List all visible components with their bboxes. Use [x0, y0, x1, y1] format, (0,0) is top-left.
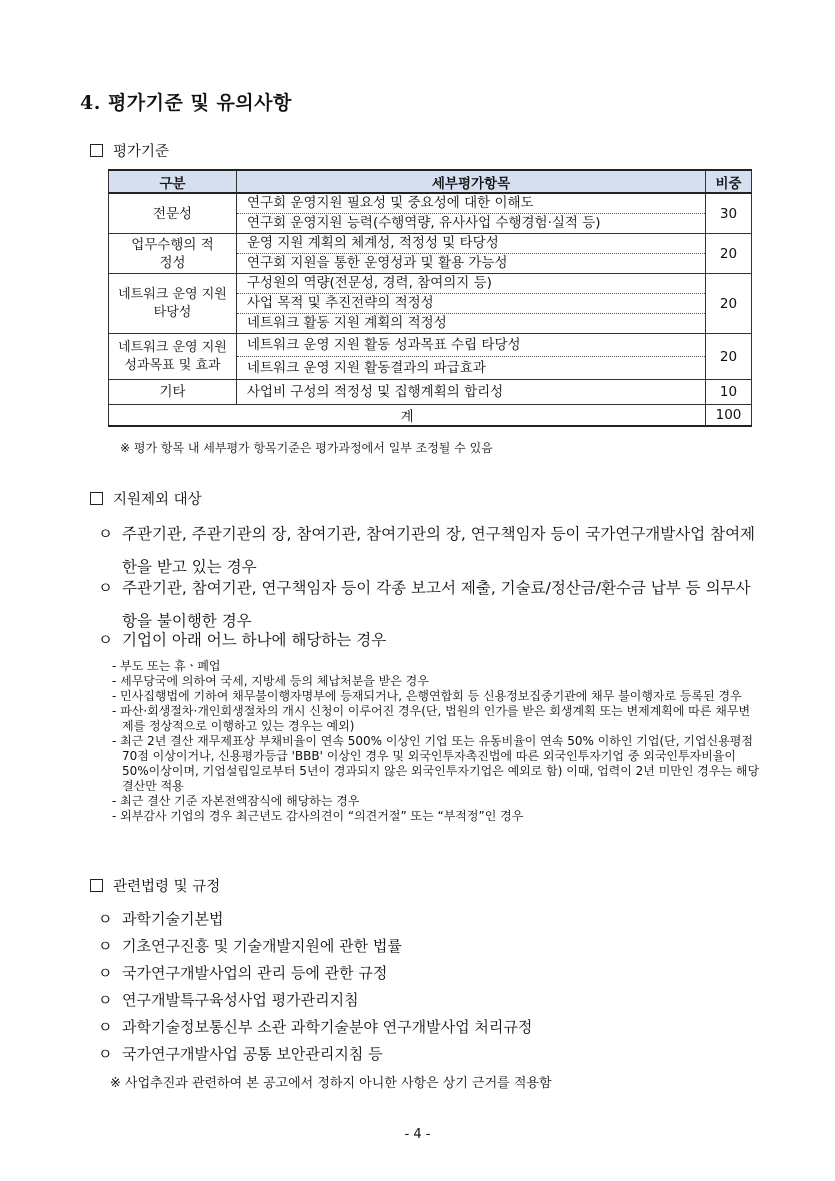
- row-category: [109, 274, 237, 334]
- exclusion-text: 주관기관, 주관기관의 장, 참여기관, 참여기관의 장, 연구책임자 등이 국가연구개발사업 참여제한을 받고 있는 경우: [122, 525, 756, 576]
- row-weight: 30: [706, 193, 752, 234]
- company-condition-list: [112, 659, 760, 824]
- law-text: 과학기술기본법: [122, 910, 224, 928]
- row-category-text: 업무수행의 적정성: [131, 236, 214, 271]
- law-text: 기초연구진흥 및 기술개발지원에 관한 법률: [122, 937, 402, 955]
- row-category: 전문성: [109, 193, 237, 234]
- table-row: [109, 380, 752, 405]
- law-item: [98, 962, 387, 983]
- row-category: [109, 234, 237, 274]
- law-item: [98, 989, 359, 1010]
- law-item: [98, 908, 223, 929]
- subsection-criteria: [90, 140, 169, 161]
- table-row: [109, 234, 752, 274]
- exclusion-text: 기업이 아래 어느 하나에 해당하는 경우: [122, 631, 387, 649]
- page-number: - 4 -: [404, 1127, 431, 1142]
- section-heading: 4. 평가기준 및 유의사항: [80, 92, 292, 114]
- total-label: 계: [109, 405, 706, 427]
- law-text: 연구개발특구육성사업 평가관리지침: [122, 991, 359, 1009]
- checkbox-square-icon: [90, 144, 103, 157]
- condition-item: - 민사집행법에 기하여 채무불이행자명부에 등재되거나, 은행연합회 등 신용정보집중기관에 채무 불이행자로 등록된 경우: [112, 689, 742, 703]
- law-item: [98, 1016, 532, 1037]
- table-header-row: [109, 170, 752, 193]
- condition-item: - 부도 또는 휴ㆍ폐업: [112, 659, 221, 673]
- row-item: 운영 지원 계획의 체계성, 적정성 및 타당성: [237, 234, 705, 254]
- evaluation-table: [108, 169, 752, 427]
- condition-item: - 세무당국에 의하여 국세, 지방세 등의 체납처분을 받은 경우: [112, 674, 429, 688]
- row-category-text: 네트워크 운영 지원 타당성: [118, 286, 227, 320]
- circle-bullet-icon: ㅇ: [98, 964, 113, 982]
- exclusion-text: 주관기관, 참여기관, 연구책임자 등이 각종 보고서 제출, 기술료/정산금/환수금 납부 등 의무사항을 불이행한 경우: [122, 579, 751, 630]
- row-item: 네트워크 운영 지원 활동 성과목표 수립 타당성: [237, 334, 705, 357]
- table-row: [109, 334, 752, 380]
- row-item: 연구회 운영지원 능력(수행역량, 유사사업 수행경험·실적 등): [247, 215, 601, 231]
- circle-bullet-icon: ㅇ: [98, 910, 113, 928]
- condition-item: - 외부감사 기업의 경우 최근년도 감사의견이 “의견거절” 또는 “부적정”인 경우: [112, 809, 524, 823]
- subsection-laws: [90, 875, 220, 896]
- laws-note: ※ 사업추진과 관련하여 본 공고에서 정하지 아니한 사항은 상기 근거를 적용함: [110, 1076, 552, 1091]
- law-item: [98, 935, 402, 956]
- row-item: 연구회 운영지원 필요성 및 중요성에 대한 이해도: [237, 194, 705, 214]
- header-items: 세부평가항목: [237, 170, 706, 193]
- subsection-title: 관련법령 및 규정: [113, 879, 221, 895]
- row-item: 사업 목적 및 추진전략의 적정성: [237, 294, 705, 314]
- law-text: 과학기술정보통신부 소관 과학기술분야 연구개발사업 처리규정: [122, 1018, 533, 1036]
- circle-bullet-icon: ㅇ: [98, 1018, 113, 1036]
- law-item: [98, 1043, 383, 1064]
- table-note: ※ 평가 항목 내 세부평가 항목기준은 평가과정에서 일부 조정될 수 있음: [120, 441, 493, 455]
- circle-bullet-icon: ㅇ: [98, 937, 113, 955]
- row-item: 연구회 지원을 통한 운영성과 및 활용 가능성: [247, 255, 508, 271]
- row-item: 사업비 구성의 적정성 및 집행계획의 합리성: [247, 384, 504, 400]
- circle-bullet-icon: ㅇ: [98, 991, 113, 1009]
- circle-bullet-icon: ㅇ: [98, 1045, 113, 1063]
- row-weight: 20: [706, 234, 752, 274]
- checkbox-square-icon: [90, 492, 103, 505]
- law-text: 국가연구개발사업의 관리 등에 관한 규정: [122, 964, 388, 982]
- condition-item: - 최근 2년 결산 재무제표상 부채비율이 연속 500% 이상인 기업 또는 유동비율이 연속 50% 이하인 기업(단, 기업신용평점 70점 이상이거나, 신용평가등급 'BBB' 이상인 경우 및 외국인투자촉진법에 따른 외국인투자기업 중 외국인투자비율이 50%이상이며, 기업설립일로부터 5년이 경과되지 않은 외국인투자기업은 예외로 함) 이때, 업력이 2년 미만인 경우는 해당 결산만 적용: [112, 734, 760, 793]
- row-item: 네트워크 운영 지원 활동결과의 파급효과: [247, 360, 486, 376]
- exclusion-item: [98, 624, 758, 657]
- header-category: 구분: [109, 170, 237, 193]
- row-weight: 10: [706, 380, 752, 405]
- condition-item: - 최근 결산 기준 자본전액잠식에 해당하는 경우: [112, 794, 360, 808]
- row-weight: 20: [706, 274, 752, 334]
- checkbox-square-icon: [90, 879, 103, 892]
- condition-item: - 파산·회생절차·개인회생절차의 개시 신청이 이루어진 경우(단, 법원의 인가를 받은 회생계획 또는 변제계획에 따른 채무변제를 정상적으로 이행하고 있는 경우는 예외): [112, 704, 751, 733]
- table-row: [109, 274, 752, 334]
- row-weight: 20: [706, 334, 752, 380]
- subsection-title: 평가기준: [113, 144, 170, 160]
- row-item: 네트워크 활동 지원 계획의 적정성: [247, 315, 447, 331]
- circle-bullet-icon: ㅇ: [98, 525, 113, 543]
- row-item: 구성원의 역량(전문성, 경력, 참여의지 등): [237, 274, 705, 294]
- row-category: [109, 334, 237, 380]
- table-row: [109, 193, 752, 234]
- row-category-text: 네트워크 운영 지원 성과목표 및 효과: [118, 339, 227, 373]
- row-category: 기타: [109, 380, 237, 405]
- law-text: 국가연구개발사업 공통 보안관리지침 등: [122, 1045, 383, 1063]
- subsection-title: 지원제외 대상: [113, 492, 202, 508]
- total-weight: 100: [706, 405, 752, 427]
- subsection-exclusion: [90, 488, 202, 509]
- header-weight: 비중: [706, 170, 752, 193]
- table-total-row: [109, 405, 752, 427]
- circle-bullet-icon: ㅇ: [98, 631, 113, 649]
- circle-bullet-icon: ㅇ: [98, 579, 113, 597]
